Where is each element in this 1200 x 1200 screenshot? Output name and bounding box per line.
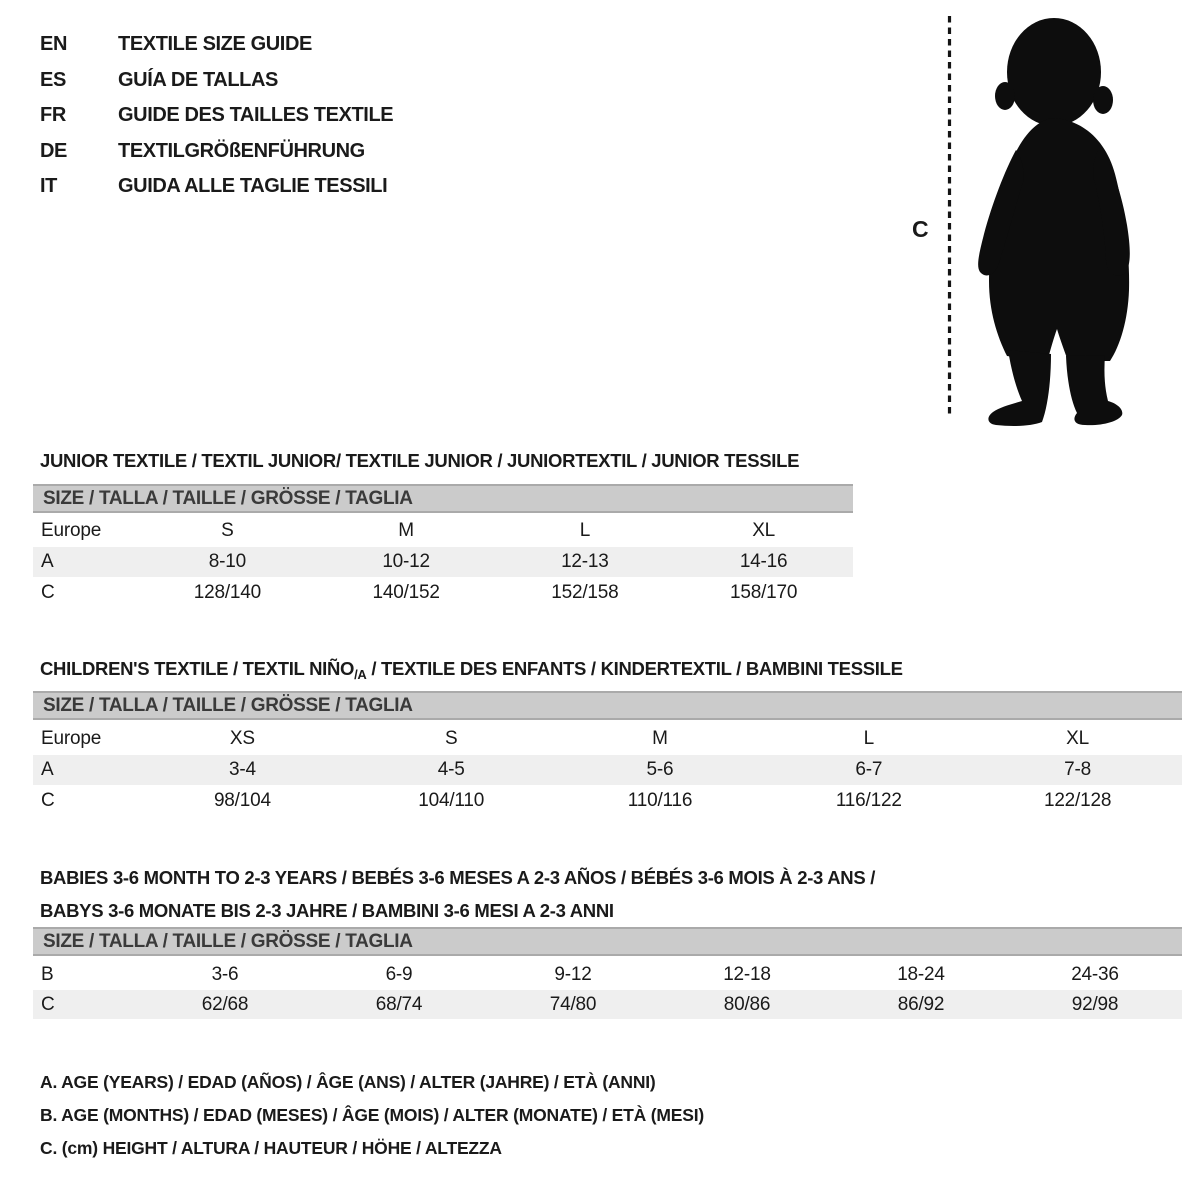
row-label: Europe bbox=[41, 519, 102, 541]
row-label: C bbox=[41, 993, 55, 1015]
babies-months-row bbox=[33, 960, 1182, 989]
babies-height-row bbox=[33, 990, 1182, 1019]
language-title: TEXTILE SIZE GUIDE bbox=[118, 33, 312, 56]
row-label: A bbox=[41, 759, 54, 780]
language-title: GUÍA DE TALLAS bbox=[118, 68, 278, 91]
height-cell: 68/74 bbox=[375, 993, 423, 1015]
size-cell: M bbox=[398, 519, 414, 541]
language-code: ES bbox=[40, 68, 66, 91]
height-cell: 158/170 bbox=[729, 582, 798, 603]
size-cell: L bbox=[863, 727, 874, 749]
children-section-title bbox=[40, 659, 903, 681]
junior-size-header-bar: SIZE / TALLA / TAILLE / GRÖSSE / TAGLIA bbox=[33, 484, 853, 513]
toddler-silhouette-image bbox=[962, 12, 1148, 426]
height-cell: 140/152 bbox=[372, 582, 440, 603]
height-cell: 110/116 bbox=[627, 790, 693, 811]
junior-height-row bbox=[33, 578, 853, 608]
junior-section-title: JUNIOR TEXTILE / TEXTIL JUNIOR/ TEXTILE JUNIOR / JUNIORTEXTIL / JUNIOR TESSILE bbox=[40, 450, 800, 472]
months-cell: 6-9 bbox=[385, 963, 413, 985]
language-code: FR bbox=[40, 104, 66, 127]
legend-age-years: A. AGE (YEARS) / EDAD (AÑOS) / ÂGE (ANS) / ALTER (JAHRE) / ETÀ (ANNI) bbox=[40, 1072, 656, 1092]
size-cell: L bbox=[579, 519, 591, 541]
babies-size-header-bar: SIZE / TALLA / TAILLE / GRÖSSE / TAGLIA bbox=[33, 927, 1182, 956]
months-cell: 24-36 bbox=[1071, 963, 1119, 985]
height-cell: 80/86 bbox=[723, 993, 771, 1015]
children-title-suffix: / TEXTILE DES ENFANTS / KINDERTEXTIL / BAMBINI TESSILE bbox=[366, 658, 903, 680]
height-cell: 152/158 bbox=[551, 582, 619, 603]
row-label: B bbox=[41, 963, 54, 985]
height-cell: 122/128 bbox=[1043, 790, 1112, 811]
junior-age-row bbox=[33, 547, 853, 577]
legend-height-cm: C. (cm) HEIGHT / ALTURA / HAUTEUR / HÖHE / ALTEZZA bbox=[40, 1138, 502, 1158]
size-cell: M bbox=[652, 727, 668, 749]
children-title-prefix: CHILDREN'S TEXTILE / TEXTIL NIÑO bbox=[40, 658, 355, 680]
age-cell: 7-8 bbox=[1064, 759, 1092, 780]
row-label: Europe bbox=[41, 727, 102, 749]
row-label: A bbox=[41, 551, 54, 572]
silhouette-ear-right bbox=[1093, 86, 1113, 114]
language-title: TEXTILGRÖßENFÜHRUNG bbox=[118, 139, 365, 162]
height-cell: 98/104 bbox=[213, 790, 271, 811]
children-size-header-bar: SIZE / TALLA / TAILLE / GRÖSSE / TAGLIA bbox=[33, 691, 1182, 720]
months-cell: 18-24 bbox=[897, 963, 945, 985]
children-title-subscript: /A bbox=[354, 667, 367, 683]
row-label: C bbox=[41, 582, 55, 603]
height-cell: 86/92 bbox=[897, 993, 945, 1015]
language-code: EN bbox=[40, 33, 67, 56]
height-measure-dashed-line bbox=[947, 16, 952, 416]
height-cell: 116/122 bbox=[835, 790, 902, 811]
language-list bbox=[40, 27, 393, 205]
age-cell: 5-6 bbox=[646, 759, 674, 780]
age-cell: 12-13 bbox=[561, 551, 609, 572]
babies-section-title-line2: BABYS 3-6 MONATE BIS 2-3 JAHRE / BAMBINI 3-6 MESI A 2-3 ANNI bbox=[40, 900, 614, 922]
language-row bbox=[40, 63, 393, 99]
silhouette-leg-left bbox=[988, 350, 1051, 426]
size-cell: XL bbox=[1066, 727, 1090, 749]
row-label: C bbox=[41, 790, 55, 811]
size-cell: S bbox=[221, 519, 234, 541]
age-cell: 4-5 bbox=[437, 759, 465, 780]
language-code: IT bbox=[40, 175, 57, 198]
language-title: GUIDE DES TAILLES TEXTILE bbox=[118, 104, 394, 127]
months-cell: 3-6 bbox=[211, 963, 239, 985]
language-title: GUIDA ALLE TAGLIE TESSILI bbox=[118, 175, 388, 198]
size-cell: XS bbox=[229, 727, 255, 749]
size-cell: S bbox=[444, 727, 458, 749]
months-cell: 9-12 bbox=[554, 963, 592, 985]
age-cell: 6-7 bbox=[855, 759, 883, 780]
age-cell: 8-10 bbox=[208, 551, 246, 572]
silhouette-ear-left bbox=[995, 82, 1015, 110]
legend-age-months: B. AGE (MONTHS) / EDAD (MESES) / ÂGE (MOIS) / ALTER (MONATE) / ETÀ (MESI) bbox=[40, 1105, 704, 1125]
language-row bbox=[40, 27, 393, 63]
height-cell: 92/98 bbox=[1071, 993, 1119, 1015]
age-cell: 14-16 bbox=[739, 551, 788, 572]
silhouette-head bbox=[1007, 18, 1101, 126]
months-cell: 12-18 bbox=[723, 963, 771, 985]
height-cell: 104/110 bbox=[418, 790, 485, 811]
children-europe-row bbox=[33, 723, 1182, 754]
children-age-row bbox=[33, 755, 1182, 785]
language-row bbox=[40, 169, 393, 205]
silhouette-leg-right bbox=[1066, 355, 1122, 425]
height-measure-label: C bbox=[912, 216, 929, 242]
language-row bbox=[40, 98, 393, 134]
height-cell: 62/68 bbox=[201, 993, 249, 1015]
language-row bbox=[40, 134, 393, 170]
height-cell: 74/80 bbox=[549, 993, 597, 1015]
junior-europe-row bbox=[33, 515, 853, 546]
age-cell: 10-12 bbox=[382, 551, 430, 572]
size-cell: XL bbox=[752, 519, 776, 541]
babies-section-title-line1: BABIES 3-6 MONTH TO 2-3 YEARS / BEBÉS 3-6 MESES A 2-3 AÑOS / BÉBÉS 3-6 MOIS À 2-3 ANS / bbox=[40, 867, 876, 889]
height-cell: 128/140 bbox=[193, 582, 262, 603]
age-cell: 3-4 bbox=[228, 759, 256, 780]
language-code: DE bbox=[40, 139, 67, 162]
children-height-row bbox=[33, 786, 1182, 816]
